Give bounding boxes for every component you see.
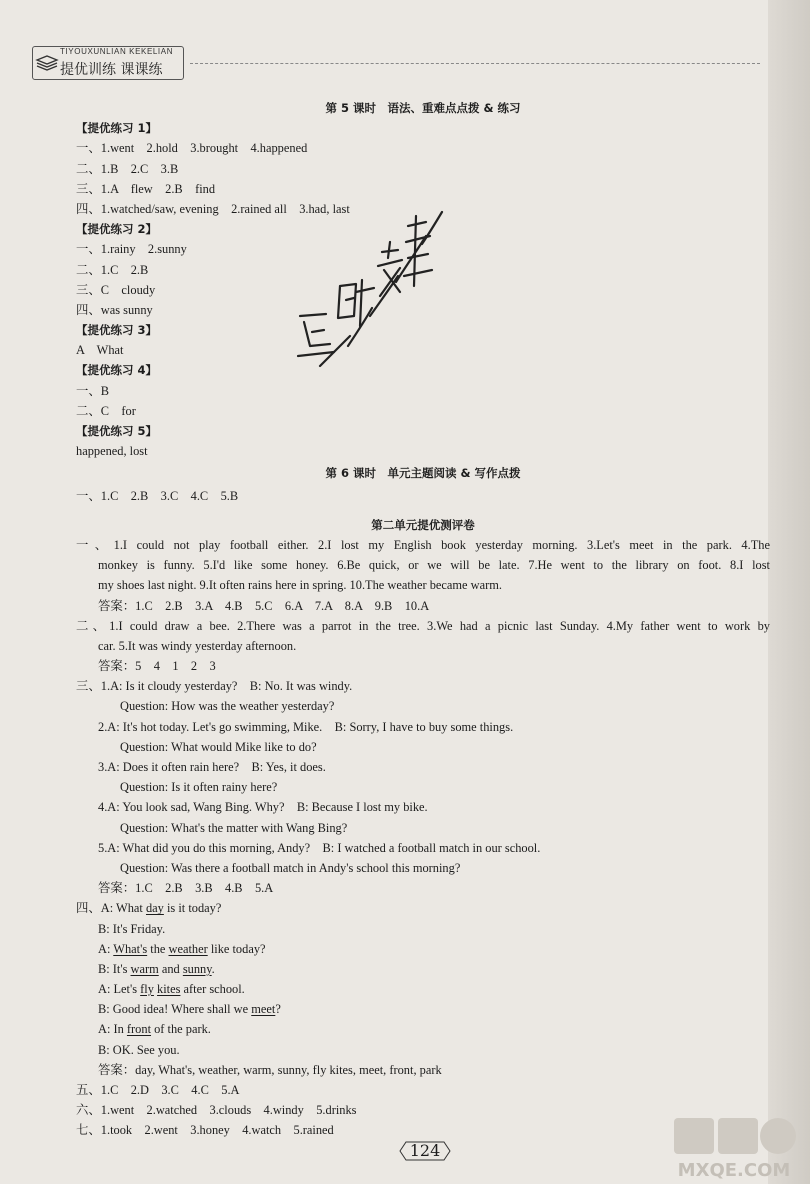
practice4-label: 【提优练习 4】 bbox=[76, 363, 158, 378]
practice1-line: 二、1.B 2.C 3.B bbox=[76, 161, 179, 176]
section4-line: B: Good idea! Where shall we meet? bbox=[98, 1002, 281, 1017]
section3-answer: 答案：1.C 2.B 3.B 4.B 5.A bbox=[98, 881, 274, 896]
lesson6-heading: 第 6 课时 单元主题阅读 & 写作点拨 bbox=[325, 466, 521, 481]
svg-text:MXQE.COM: MXQE.COM bbox=[677, 1160, 791, 1181]
practice2-line: 二、1.C 2.B bbox=[76, 262, 149, 277]
section3-question: Question: How was the weather yesterday? bbox=[120, 699, 335, 714]
section1-answer: 答案：1.C 2.B 3.A 4.B 5.C 6.A 7.A 8.A 9.B 10.A bbox=[98, 598, 430, 613]
header-title: 提优训练 课课练 bbox=[60, 62, 163, 78]
section1-line: my shoes last night. 9.It often rains here in spring. 10.The weather became warm. bbox=[98, 578, 502, 593]
section4-line: A: What's the weather like today? bbox=[98, 941, 266, 956]
section7-line: 七、1.took 2.went 3.honey 4.watch 5.rained bbox=[76, 1123, 334, 1138]
header-pinyin: TIYOUXUNLIAN KEKELIAN bbox=[60, 47, 174, 56]
practice2-line: 四、was sunny bbox=[76, 302, 153, 317]
section4-line: B: OK. See you. bbox=[98, 1042, 180, 1057]
practice1-line: 四、1.watched/saw, evening 2.rained all 3.had, last bbox=[76, 201, 350, 216]
blank-answer: front bbox=[126, 1022, 152, 1037]
test-heading: 第二单元提优测评卷 bbox=[371, 517, 475, 532]
section2-answer: 答案：5 4 1 2 3 bbox=[98, 659, 216, 674]
section3-line: 三、1.A: Is it cloudy yesterday? B: No. It was windy. bbox=[76, 679, 353, 694]
section3-question: Question: Is it often rainy here? bbox=[120, 780, 278, 795]
section3-question: Question: What would Mike like to do? bbox=[120, 739, 317, 754]
blank-answer: warm bbox=[130, 961, 159, 976]
lesson5-heading: 第 5 课时 语法、重难点点拨 & 练习 bbox=[325, 101, 521, 115]
practice4-line: 二、C for bbox=[76, 403, 136, 418]
section1-line: 一、1.I could not play football either. 2.I lost my English book yesterday morning. 3.Let's meet in the park. 4.The bbox=[76, 537, 770, 552]
blank-answer: kites bbox=[157, 982, 181, 997]
section2-line: 二、1.I could draw a bee. 2.There was a parrot in the tree. 3.We had a picnic last Sunday. 4.My father went to work by bbox=[76, 618, 770, 633]
page-header bbox=[32, 44, 192, 84]
section2-line: car. 5.It was windy yesterday afternoon. bbox=[98, 638, 297, 653]
section5-line: 五、1.C 2.D 3.C 4.C 5.A bbox=[76, 1083, 240, 1097]
practice2-line: 三、C cloudy bbox=[76, 282, 156, 297]
section4-line: B: It's Friday. bbox=[98, 921, 166, 936]
site-watermark bbox=[670, 1112, 800, 1184]
header-divider bbox=[190, 63, 760, 64]
practice1-line: 一、1.went 2.hold 3.brought 4.happened bbox=[76, 141, 308, 156]
section4-line: A: Let's fly kites after school. bbox=[98, 982, 245, 997]
section4-line: A: In front of the park. bbox=[98, 1022, 211, 1037]
section6-line: 六、1.went 2.watched 3.clouds 4.windy 5.drinks bbox=[76, 1103, 357, 1118]
section3-line: 2.A: It's hot today. Let's go swimming, Mike. B: Sorry, I have to buy some things. bbox=[98, 719, 514, 734]
blank-answer: What's bbox=[113, 941, 148, 956]
practice5-label: 【提优练习 5】 bbox=[76, 424, 158, 438]
practice4-line: 一、B bbox=[76, 383, 110, 398]
practice1-line: 三、1.A flew 2.B find bbox=[76, 181, 216, 196]
section1-line: monkey is funny. 5.I'd like some honey. 6.Be quick, or we will be late. 7.He went to the library on foot. 8.I lost bbox=[98, 558, 770, 573]
book-stack-icon bbox=[35, 52, 59, 74]
section3-line: 3.A: Does it often rain here? B: Yes, it does. bbox=[98, 760, 326, 774]
practice1-label: 【提优练习 1】 bbox=[76, 121, 158, 136]
page-number-text: 124 bbox=[409, 1141, 441, 1160]
practice5-line: happened, lost bbox=[76, 444, 148, 459]
section3-line: 4.A: You look sad, Wang Bing. Why? B: Because I lost my bike. bbox=[98, 800, 428, 815]
book-spine-shadow bbox=[768, 0, 810, 1184]
practice2-label: 【提优练习 2】 bbox=[76, 222, 158, 237]
blank-answer: fly bbox=[140, 982, 154, 997]
practice3-label: 【提优练习 3】 bbox=[76, 323, 158, 338]
handwritten-stamp bbox=[290, 196, 450, 376]
section4-line: 四、A: What day is it today? bbox=[76, 901, 222, 916]
blank-answer: sunny bbox=[182, 961, 212, 976]
practice2-line: 一、1.rainy 2.sunny bbox=[76, 242, 187, 257]
page-number bbox=[398, 1139, 452, 1163]
section3-question: Question: What's the matter with Wang Bing? bbox=[120, 820, 348, 835]
section3-line: 5.A: What did you do this morning, Andy? B: I watched a football match in our school. bbox=[98, 840, 541, 855]
section4-line: B: It's warm and sunny. bbox=[98, 961, 215, 976]
practice3-line: A What bbox=[76, 343, 124, 358]
lesson6-line: 一、1.C 2.B 3.C 4.C 5.B bbox=[76, 488, 239, 503]
blank-answer: day bbox=[145, 901, 164, 916]
section4-answer: 答案：day, What's, weather, warm, sunny, fly kites, meet, front, park bbox=[98, 1062, 442, 1077]
blank-answer: weather bbox=[168, 941, 208, 956]
section3-question: Question: Was there a football match in Andy's school this morning? bbox=[120, 860, 461, 875]
blank-answer: meet bbox=[251, 1002, 276, 1017]
